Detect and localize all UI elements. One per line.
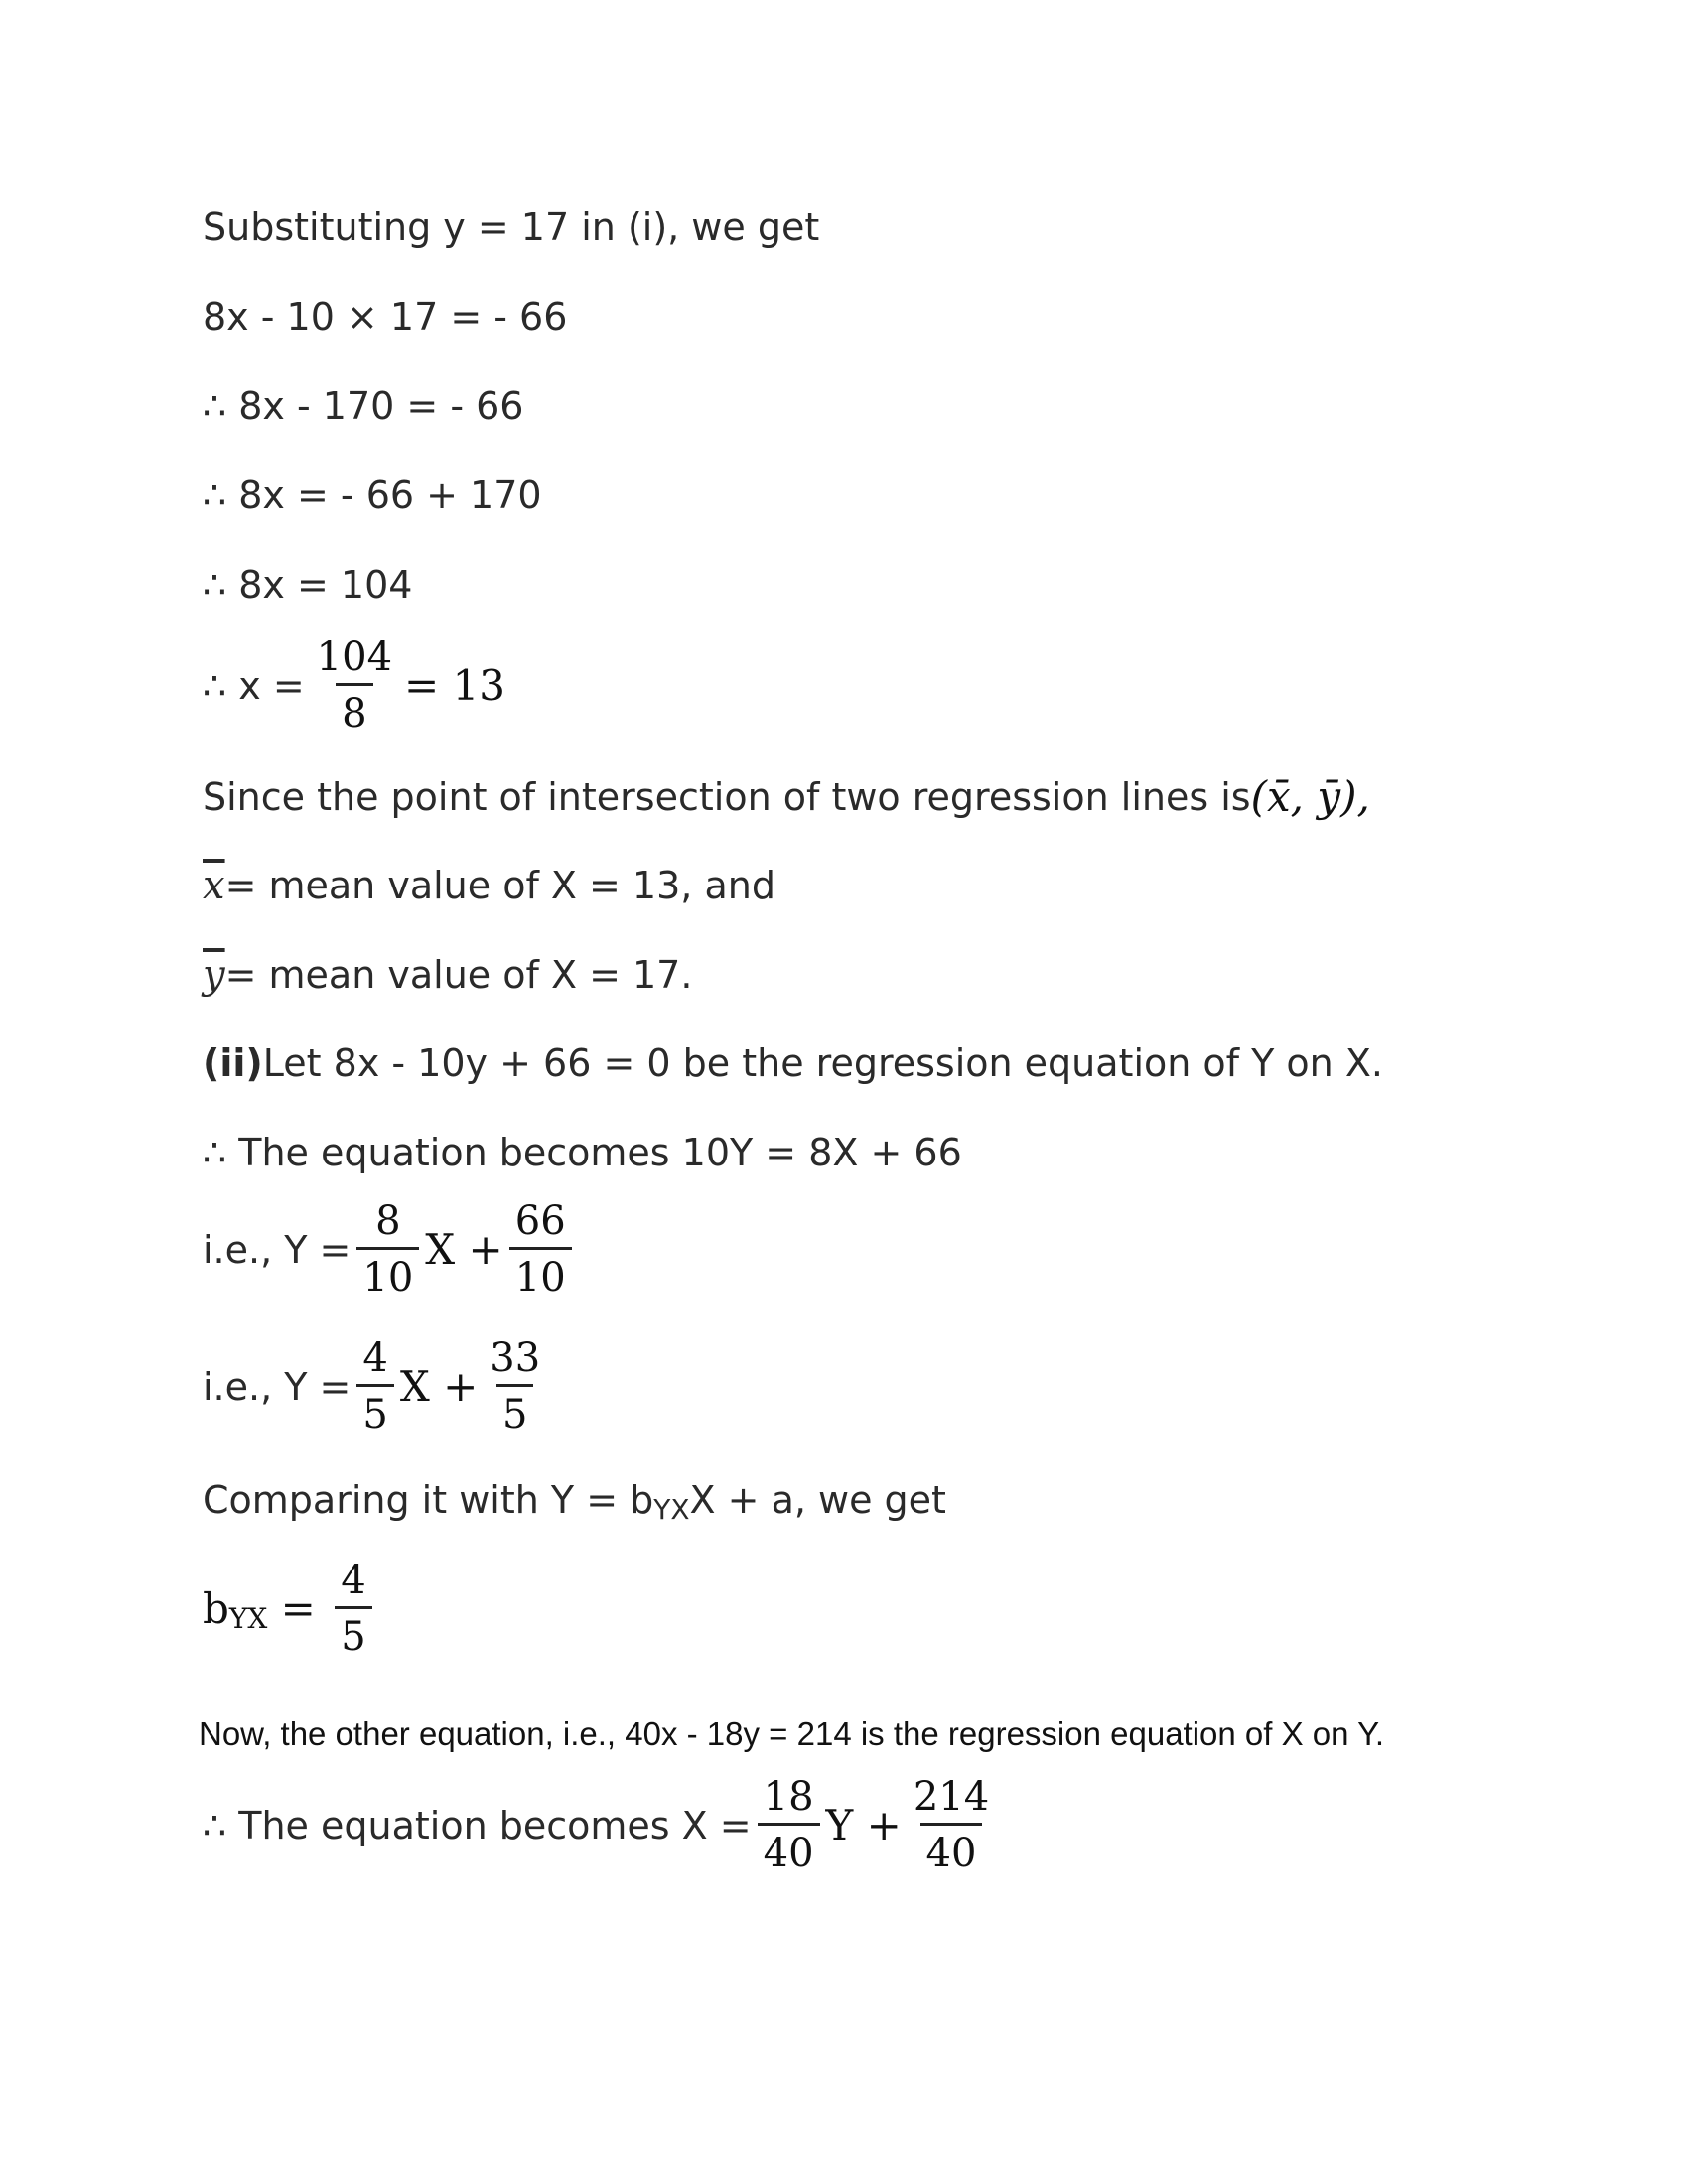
sentence-text: = mean value of X = 17. [224,953,693,997]
fraction [758,1774,820,1876]
fraction-numerator: 214 [913,1774,990,1820]
fraction [356,1198,419,1300]
fraction [311,634,398,737]
text-line: Substituting y = 17 in (i), we get [203,205,820,249]
fraction-denominator: 40 [920,1823,983,1873]
fraction-denominator: 5 [335,1606,371,1657]
sentence-text: Comparing it with Y = b [203,1478,654,1522]
sentence-text: Since the point of intersection of two regression lines is [203,775,1251,819]
equation-middle: Y + [825,1800,902,1849]
fraction-numerator: 4 [341,1558,366,1603]
sentence-text: = mean value of X = 13, and [224,864,775,907]
subscript: YX [653,1493,690,1526]
equation-suffix: = 13 [404,660,506,710]
equation-line-fraction [203,634,506,737]
text-line [203,1041,1383,1085]
fraction-denominator: 8 [336,683,372,734]
equation-line-fraction [203,1198,578,1300]
text-line [203,952,693,998]
sentence-text: X + a, we get [689,1478,946,1522]
fraction [908,1774,995,1876]
equation-line-fraction [203,1558,378,1660]
equation-middle: X + [399,1361,479,1411]
fraction-denominator: 5 [496,1384,533,1434]
equation-line-fraction [203,1774,1001,1876]
fraction [484,1335,546,1437]
equation-prefix: i.e., Y = [203,1227,352,1272]
equation-line-fraction [203,1335,552,1437]
equation-line: ∴ 8x = - 66 + 170 [203,474,542,517]
fraction-numerator: 104 [316,634,393,680]
fraction-denominator: 10 [356,1247,419,1297]
equation-prefix: ∴ The equation becomes X = [203,1803,752,1847]
subscript: YX [228,1601,268,1635]
coefficient-symbol: b [203,1583,229,1633]
equation-line: ∴ The equation becomes 10Y = 8X + 66 [203,1131,962,1174]
fraction-numerator: 33 [490,1335,541,1381]
fraction [356,1335,393,1437]
sentence-text: Let 8x - 10y + 66 = 0 be the regression equation of Y on X. [262,1041,1383,1085]
text-line [203,1478,946,1526]
equals-sign: = [267,1583,330,1633]
fraction [509,1198,572,1300]
equation-prefix: ∴ x = [203,663,305,708]
fraction [335,1558,371,1660]
fraction-numerator: 4 [362,1335,388,1381]
text-line [203,863,775,908]
equation-line: ∴ 8x = 104 [203,563,413,607]
mean-point-math: (x̄, ȳ), [1250,772,1370,821]
equation-middle: X + [425,1224,503,1274]
equation-line: 8x - 10 × 17 = - 66 [203,295,568,339]
text-line: Now, the other equation, i.e., 40x - 18y = 214 is the regression equation of X on Y. [199,1715,1384,1752]
part-label: (ii) [203,1041,263,1085]
fraction-numerator: 8 [375,1198,401,1244]
equation-prefix: i.e., Y = [203,1364,352,1409]
text-line [203,772,1370,821]
fraction-denominator: 40 [758,1823,820,1873]
fraction-numerator: 18 [763,1774,814,1820]
fraction-denominator: 10 [509,1247,572,1297]
x-bar-symbol: $\overline{x}$ [203,863,225,908]
y-bar-symbol: $\overline{y}$ [203,952,225,998]
equation-line: ∴ 8x - 170 = - 66 [203,384,524,428]
fraction-denominator: 5 [356,1384,393,1434]
fraction-numerator: 66 [514,1198,566,1244]
